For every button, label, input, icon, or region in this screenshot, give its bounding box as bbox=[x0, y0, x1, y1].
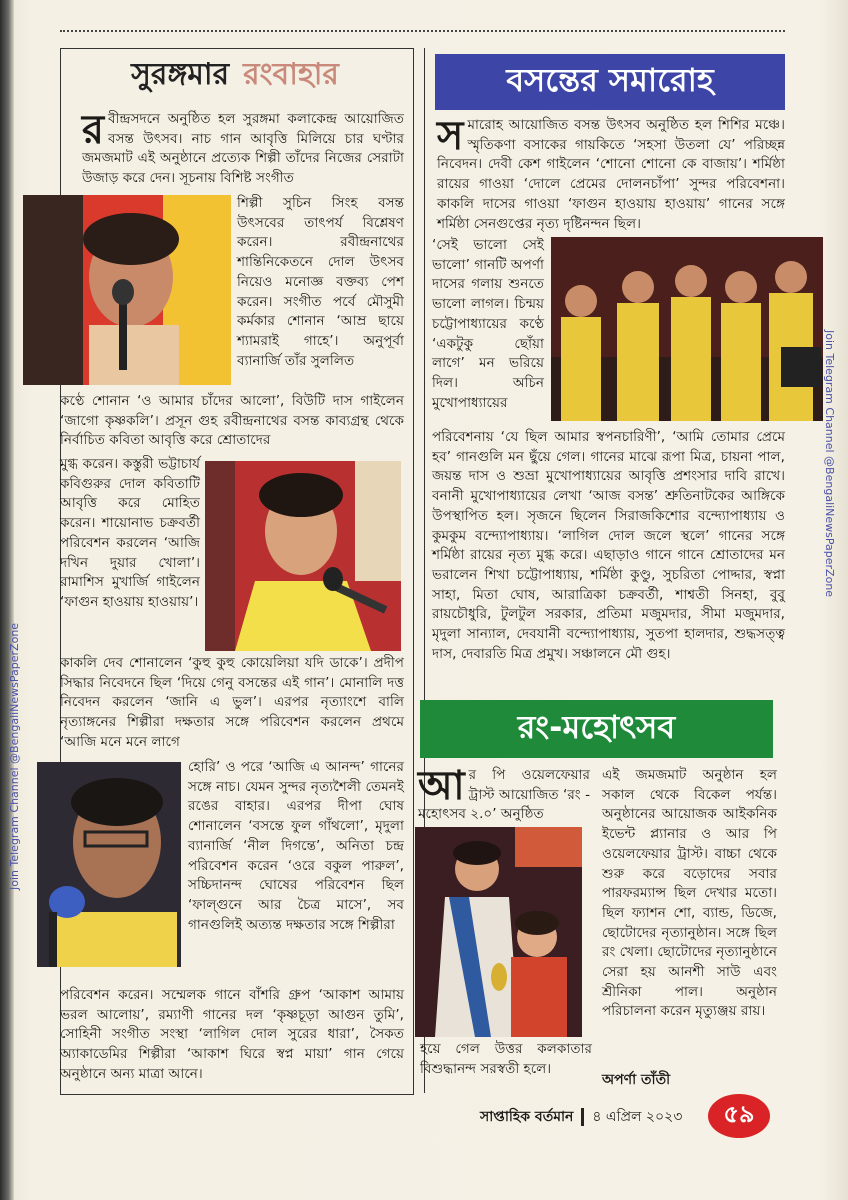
article3-paragraph: র পি ওয়েলফেয়ার ট্রাস্ট আয়োজিত ‘রং - মহোৎসব ২.০’ অনুষ্ঠিত bbox=[418, 767, 590, 823]
article1-block3 bbox=[60, 392, 404, 451]
photo-award-girls bbox=[415, 827, 582, 1037]
photo-group-singers bbox=[551, 237, 823, 421]
article2-block2 bbox=[432, 236, 544, 413]
binder-edge bbox=[0, 0, 14, 1200]
article3-block2 bbox=[420, 1040, 592, 1079]
article3-dropcap: আ bbox=[418, 763, 465, 809]
article1-block5 bbox=[60, 654, 404, 753]
article2-block1 bbox=[437, 113, 785, 234]
article3-block1 bbox=[418, 763, 590, 825]
article1-paragraph: মুগ্ধ করেন। কস্তুরী ভট্টাচার্য কবিগুরুর দোল কবিতাটি আবৃত্তি করে মোহিত করেন। শায়োনাভ চক্রবর্তী পরিবেশন করলেন ‘আজি দখিন দুয়ার খোলা’। রামাশিস মুখার্জি গাইলেন ‘ফাগুন হাওয়ায় হাওয়ায়’। bbox=[60, 456, 200, 610]
article1-block6 bbox=[188, 758, 404, 935]
article2-paragraph: পরিবেশনায় ‘যে ছিল আমার স্বপনচারিণী’, ‘আমি তোমার প্রেমে হব’ গানগুলি মন ছুঁয়ে গেল। গানের মাঝে রূপা মিত্র, চায়না পাল, জয়ন্ত দাস ও শুভ্রা মুখোপাধ্যায়ের আবৃত্তি প্রশংসার দাবি রাখে। বনানী মুখোপাধ্যায়ের লেখা ‘আজ বসন্ত’ শ্রুতিনাটকের আঙ্গিকে উপস্থাপিত হল। সৃজনে ছিলেন সিরাজকিশোর বন্দ্যোপাধ্যায় ও কুমকুম বন্দ্যোপাধ্যায়। ‘লাগিল দোল জলে স্থলে’ গানের সঙ্গে শর্মিষ্ঠা রায়ের নৃত্য মুগ্ধ করে। এছাড়াও গানে গানে শ্রোতাদের মন ভরালেন শিখা চট্টোপাধ্যায়, শর্মিষ্ঠা কুণ্ডু, সুচরিতা পোদ্দার, স্বপ্না সাহা, মিতা ঘোষ, আরাত্রিকা চক্রবর্তী, শাশ্বতী সিনহা, বুবু রায়চৌধুরি, টুলটুল সরকার, প্রতিমা মজুমদার, সীমা মজুমদার, মৃদুলা সান্যাল, দেবযানী বন্দ্যোপাধ্যায়, সুতপা হালদার, শুদ্ধসত্ত্ব দাস, দেবারতি মিত্র প্রমুখ। সঞ্চালনে মৌ গুহ। bbox=[432, 429, 785, 662]
article1-block2 bbox=[237, 194, 404, 371]
article2-paragraph: মারোহ আয়োজিত বসন্ত উৎসব অনুষ্ঠিত হল শিশির মঞ্চে। স্মৃতিকণা বসাকের গায়কিতে ‘সহসা উতলা যে’ পরিচ্ছন্ন নিবেদন। দেবী কেশ গাইলেন ‘শোনো শোনো কে বাজায়’। শর্মিষ্ঠা রায়ের গাওয়া ‘দোলে প্রেমের দোলনচাঁপা’ সুন্দর পরিবেশনা। কাকলি দাসের গাওয়া ‘ফাগুন হাওয়ায় হাওয়ায়’ গানের সঙ্গে শর্মিষ্ঠা সেনগুপ্তের নৃত্য দৃষ্টিনন্দন ছিল। bbox=[437, 117, 785, 232]
article3-title-box bbox=[420, 700, 773, 758]
article1-dropcap: র bbox=[82, 107, 105, 153]
top-dotted-rule bbox=[60, 30, 785, 32]
magazine-name: সাপ্তাহিক বর্তমান bbox=[480, 1109, 574, 1125]
article2-block3 bbox=[432, 428, 785, 664]
article1-block7 bbox=[60, 986, 404, 1085]
page-number-badge: ৫৯ bbox=[708, 1094, 770, 1138]
article1-paragraph: হোরি’ ও পরে ‘আজি এ আনন্দ’ গানের সঙ্গে নাচ। যেমন সুন্দর নৃত্যশৈলী তেমনই রঙের বাহার। এরপর দীপা ঘোষ শোনালেন ‘বসন্তে ফুল গাঁথলো’, মৃদুলা ব্যানার্জি ‘নীল দিগন্তে’, অনিতা চন্দ্র পরিবেশন করেন ‘ওরে বকুল পারুল’, সচ্চিদানন্দ ঘোষের পরিবেশন ছিল ‘ফাল্গুনে আর চৈত্র মাসে’, সব গানগুলিই অত্যন্ত দক্ষতার সঙ্গে শিল্পীরা bbox=[188, 759, 404, 933]
footer-separator bbox=[581, 1108, 584, 1126]
article2-title: বসন্তের সমারোহ bbox=[506, 61, 714, 99]
article1-paragraph: কাকলি দেব শোনালেন ‘কুহু কুহু কোয়েলিয়া যদি ডাকে’। প্রদীপ সিদ্ধার নিবেদনে ছিল ‘দিয়ে গেনু বসন্তের এই গান’। মোনালি দত্ত নিবেদন করলেন ‘জানি এ ভুল’। এরপর নৃত্যাংশে বালি নৃত্যাঙ্গনের শিল্পীরা দক্ষতার সঙ্গে পরিবেশন করলেন প্রথমে ‘আজি মনে মনে লাগে bbox=[60, 655, 404, 750]
article3-paragraph: এই জমজমাট অনুষ্ঠান হল সকাল থেকে বিকেল পর্যন্ত। অনুষ্ঠানের আয়োজক আইকনিক ইভেন্ট প্ল্যানার ও আর পি ওয়েলফেয়ার ট্রাস্ট। বাচ্চা থেকে শুরু করে বড়োদের সবার পারফরম্যান্স ছিল দেখার মতো। ছিল ফ্যাশন শো, ব্যান্ড, ডিজে, ছোটোদের নৃত্যানুষ্ঠান। সঙ্গে ছিল রং খেলা। ছোটোদের নৃত্যানুষ্ঠানে সেরা হয় আনশী সাউ এবং শ্রীনিকা পাল। অনুষ্ঠান পরিচালনা করেন মৃত্যুঞ্জয় রায়। bbox=[602, 767, 777, 1020]
article1-paragraph: শিল্পী সুচিন সিংহ বসন্ত উৎসবের তাৎপর্য বিশ্লেষণ করেন। রবীন্দ্রনাথের শান্তিনিকেতনে দোল উৎসব নিয়েও মনোজ্ঞ বক্তব্য পেশ করেন। সংগীত পর্বে মৌসুমী কর্মকার শোনান ‘আম্র ছায়ে শ্যামরাই গাহে’। অনুপূর্বা ব্যানার্জি তাঁর সুললিত bbox=[237, 195, 404, 369]
photo-speaker-woman bbox=[23, 195, 231, 385]
watermark-left: Join Telegram Channel @BengaliNewsPaperZone bbox=[8, 622, 21, 890]
article1-block1 bbox=[82, 107, 404, 189]
article3-byline: অপর্ণা তাঁতী bbox=[602, 1072, 671, 1088]
article1-title-part1: সুরঙ্গমার bbox=[131, 56, 230, 92]
article1-block4 bbox=[60, 455, 200, 613]
article3-paragraph: হয়ে গেল উত্তর কলকাতার বিশুদ্ধানন্দ সরস্বতী হলে। bbox=[420, 1041, 592, 1077]
article1-paragraph: কণ্ঠে শোনান ‘ও আমার চাঁদের আলো’, বিউটি দাস গাইলেন ‘জাগো কৃষ্ণকলি’। প্রসূন গুহ রবীন্দ্রনাথের বসন্ত কাব্যগ্রন্থ থেকে নির্বাচিত কবিতা আবৃত্তি করে শ্রোতাদের bbox=[60, 393, 404, 449]
article2-title-box bbox=[435, 54, 785, 110]
photo-singer-man bbox=[37, 762, 181, 967]
photo-reciter-woman bbox=[205, 461, 401, 651]
article3-title: রং-মহোৎসব bbox=[517, 708, 676, 746]
article2-paragraph: ‘সেই ভালো সেই ভালো’ গানটি অপর্ণা দাসের গলায় শুনতে ভালো লাগল। চিন্ময় চট্টোপাধ্যায়ের কণ্ঠে ‘একটুকু ছোঁয়া লাগে’ মন ভরিয়ে দিল। অচিন মুখোপাধ্যায়ের bbox=[432, 237, 544, 411]
watermark-right: Join Telegram Channel @BengaliNewsPaperZone bbox=[823, 330, 836, 598]
article2-dropcap: স bbox=[437, 113, 464, 159]
article1-paragraph: পরিবেশন করেন। সম্মেলক গানে বাঁশরি গ্রুপ ‘আকাশ আমায় ভরল আলোয়’, রম্যাণী গানের দল ‘কৃষ্ণচূড়া আগুন তুমি’, সোহিনী সংগীত সংস্থা ‘লাগিল দোল সুরের ধারা’, সৈকত অ্যাকাডেমির শিল্পীরা ‘আকাশ ঘিরে স্বপ্ন মায়া’ গান গেয়ে অনুষ্ঠানে অন্য মাত্রা আনে। bbox=[60, 987, 404, 1082]
issue-date: ৪ এপ্রিল ২০২৩ bbox=[592, 1109, 683, 1125]
article1-title bbox=[70, 53, 400, 97]
article3-block3 bbox=[602, 766, 777, 1022]
article1-title-part2: রংবাহার bbox=[243, 56, 339, 92]
article1-paragraph: বীন্দ্রসদনে অনুষ্ঠিত হল সুরঙ্গমা কলাকেন্দ্র আয়োজিত বসন্ত উৎসব। নাচ গান আবৃত্তি মিলিয়ে চার ঘণ্টার জমজমাট এই অনুষ্ঠানে প্রত্যেক শিল্পী তাঁদের নিজের সেরাটা উজাড় করে দেন। সূচনায় বিশিষ্ট সংগীত bbox=[82, 111, 404, 187]
